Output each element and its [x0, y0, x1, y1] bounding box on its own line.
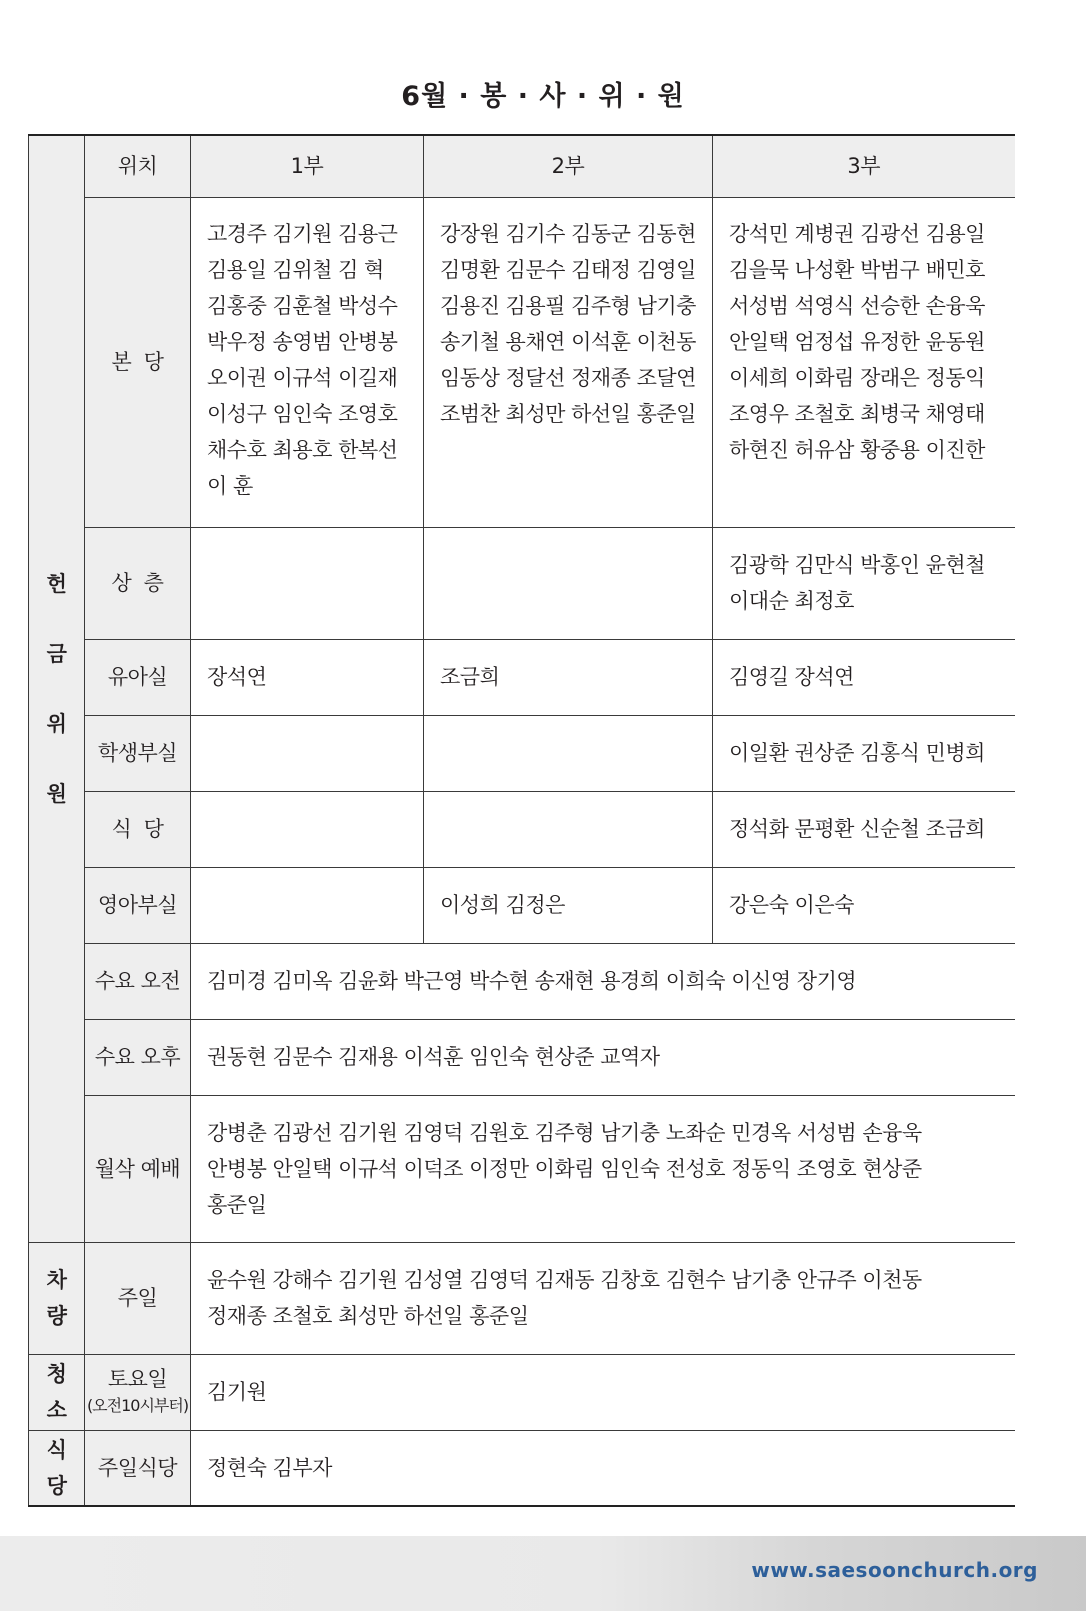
category-char: 당 [46, 1473, 67, 1498]
cell-sunday-dining: 정현숙 김부자 [191, 1430, 1015, 1506]
cell-cafeteria-3: 정석화 문평환 신순철 조금희 [713, 791, 1015, 867]
label-monthly-worship: 월삭 예배 [85, 1095, 191, 1242]
page-title: 6월 · 봉 · 사 · 위 · 원 [401, 81, 685, 112]
cell-infant-room-1 [191, 867, 424, 943]
name-line: 채수호 최용호 한복선 [207, 437, 398, 462]
row-upper-floor [29, 527, 1015, 639]
cell-main-hall-3 [713, 197, 1015, 527]
category-char: 차 [46, 1268, 67, 1292]
label-main: 토요일 [107, 1367, 168, 1391]
website-url: www.saesoonchurch.org [751, 1558, 1038, 1582]
cell-wednesday-morning: 김미경 김미옥 김윤화 박근영 박수현 송재현 용경희 이희숙 이신영 장기영 [191, 943, 1015, 1019]
label-sunday-dining: 주일식당 [85, 1430, 191, 1506]
cell-main-hall-2 [424, 197, 713, 527]
row-cafeteria [29, 791, 1015, 867]
label-infant-room: 영아부실 [85, 867, 191, 943]
category-cleaning [29, 1354, 85, 1430]
name-line: 고경주 김기원 김용근 [207, 221, 398, 246]
cell-upper-floor-3 [713, 527, 1015, 639]
name-line: 조범찬 최성만 하선일 홍준일 [440, 401, 696, 426]
category-char: 금 [46, 641, 67, 666]
header-service-2: 2부 [424, 135, 713, 197]
name-line: 안일택 엄정섭 유정한 윤동원 [729, 329, 985, 354]
category-char: 식 [46, 1437, 67, 1462]
cell-nursery-3: 김영길 장석연 [713, 639, 1015, 715]
name-line: 김을묵 나성환 박범구 배민호 [729, 257, 985, 282]
row-monthly-worship [29, 1095, 1015, 1242]
category-char: 헌 [46, 571, 67, 596]
cell-nursery-1: 장석연 [191, 639, 424, 715]
name-line: 정재종 조철호 최성만 하선일 홍준일 [207, 1304, 529, 1328]
cell-sunday-vehicle [191, 1242, 1015, 1354]
cell-nursery-2: 조금희 [424, 639, 713, 715]
label-sunday-vehicle: 주일 [85, 1242, 191, 1354]
name-line: 강장원 김기수 김동군 김동현 [440, 221, 696, 246]
label-cafeteria: 식 당 [85, 791, 191, 867]
label-wednesday-morning: 수요 오전 [85, 943, 191, 1019]
cell-infant-room-2: 이성희 김정은 [424, 867, 713, 943]
category-offering [29, 135, 85, 1242]
cell-student-room-2 [424, 715, 713, 791]
name-line: 강병춘 김광선 김기원 김영덕 김원호 김주형 남기충 노좌순 민경옥 서성범 손융욱 [207, 1120, 922, 1145]
cell-student-room-3: 이일환 권상준 김홍식 민병희 [713, 715, 1015, 791]
name-line: 이대순 최정호 [729, 589, 854, 613]
name-line: 박우정 송영범 안병봉 [207, 329, 398, 354]
row-sunday-vehicle [29, 1242, 1015, 1354]
label-upper-floor: 상 층 [85, 527, 191, 639]
row-nursery [29, 639, 1015, 715]
name-line: 김명환 김문수 김태정 김영일 [440, 257, 696, 282]
header-service-3: 3부 [713, 135, 1015, 197]
label-student-room: 학생부실 [85, 715, 191, 791]
name-line: 강석민 계병권 김광선 김용일 [729, 221, 985, 246]
category-char: 청 [46, 1362, 67, 1386]
row-wednesday-morning [29, 943, 1015, 1019]
cell-cafeteria-2 [424, 791, 713, 867]
category-char: 원 [46, 781, 67, 806]
name-line: 김광학 김만식 박홍인 윤현철 [729, 553, 985, 577]
cell-student-room-1 [191, 715, 424, 791]
cell-main-hall-1 [191, 197, 424, 527]
category-dining [29, 1430, 85, 1506]
cell-saturday-cleaning: 김기원 [191, 1354, 1015, 1430]
row-sunday-dining [29, 1430, 1015, 1506]
name-line: 윤수원 강해수 김기원 김성열 김영덕 김재동 김창호 김현수 남기충 안규주 이천동 [207, 1268, 922, 1292]
label-wednesday-afternoon: 수요 오후 [85, 1019, 191, 1095]
category-vehicle [29, 1242, 85, 1354]
cell-cafeteria-1 [191, 791, 424, 867]
name-line: 조영우 조철호 최병국 채영태 [729, 401, 985, 426]
cell-upper-floor-2 [424, 527, 713, 639]
name-line: 김용일 김위철 김 혁 [207, 257, 384, 282]
label-main-hall: 본 당 [85, 197, 191, 527]
table-header-row [29, 135, 1015, 197]
label-saturday-cleaning [85, 1354, 191, 1430]
row-wednesday-afternoon [29, 1019, 1015, 1095]
label-nursery: 유아실 [85, 639, 191, 715]
category-char: 량 [46, 1304, 67, 1328]
cell-wednesday-afternoon: 권동현 김문수 김재용 이석훈 임인숙 현상준 교역자 [191, 1019, 1015, 1095]
row-infant-room [29, 867, 1015, 943]
name-line: 안병봉 안일택 이규석 이덕조 이정만 이화림 임인숙 전성호 정동익 조영호 현상준 [207, 1156, 922, 1181]
category-char: 소 [46, 1398, 67, 1422]
header-position: 위치 [85, 135, 191, 197]
name-line: 오이권 이규석 이길재 [207, 365, 398, 390]
cell-infant-room-3: 강은숙 이은숙 [713, 867, 1015, 943]
name-line: 임동상 정달선 정재종 조달연 [440, 365, 696, 390]
name-line: 이성구 임인숙 조영호 [207, 401, 398, 426]
category-char: 위 [46, 711, 67, 736]
cell-upper-floor-1 [191, 527, 424, 639]
row-main-hall [29, 197, 1015, 527]
name-line: 하현진 허유삼 황중용 이진한 [729, 437, 985, 462]
name-line: 김홍중 김훈철 박성수 [207, 293, 398, 318]
cell-monthly-worship [191, 1095, 1015, 1242]
label-sub: (오전10시부터) [86, 1396, 189, 1415]
footer-band [0, 1536, 1086, 1611]
name-line: 이 훈 [207, 473, 253, 498]
volunteer-roster-table [28, 134, 1015, 1507]
name-line: 김용진 김용필 김주형 남기충 [440, 293, 696, 318]
header-service-1: 1부 [191, 135, 424, 197]
name-line: 이세희 이화림 장래은 정동익 [729, 365, 985, 390]
name-line: 서성범 석영식 선승한 손융욱 [729, 293, 985, 318]
row-saturday-cleaning [29, 1354, 1015, 1430]
name-line: 홍준일 [207, 1192, 267, 1217]
row-student-room [29, 715, 1015, 791]
name-line: 송기철 용채연 이석훈 이천동 [440, 329, 696, 354]
